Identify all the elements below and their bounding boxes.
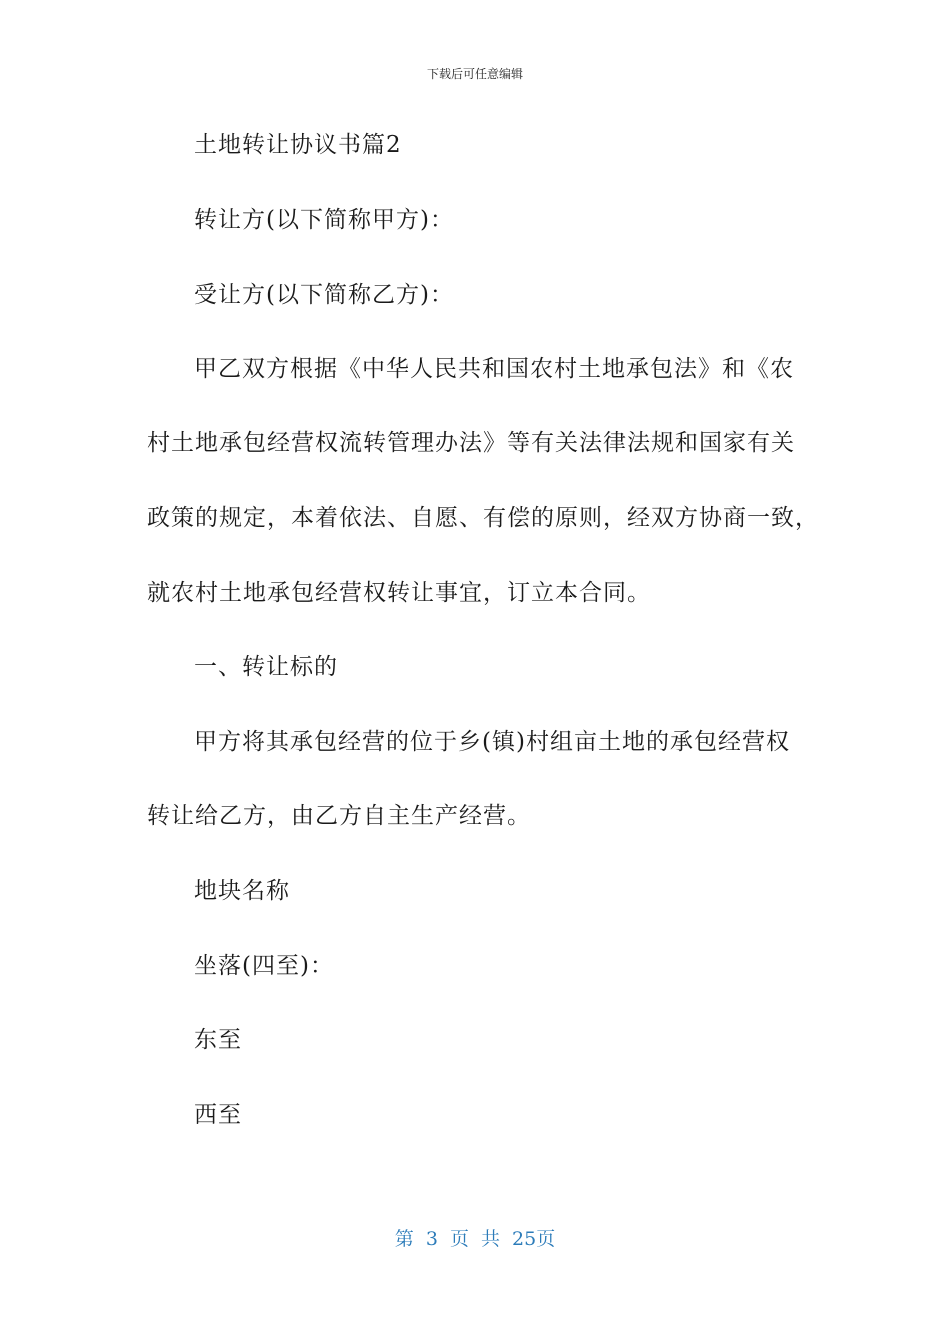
page-number-footer: 第 3 页 共 25页 [394,1228,556,1250]
plot-name-label: 地块名称 [194,878,290,904]
page-header: 下载后可任意编辑 [426,67,523,81]
section-1-line-1: 甲方将其承包经营的位于乡(镇)村组亩土地的承包经营权 [194,729,790,755]
document-title: 土地转让协议书篇2 [194,132,402,158]
preamble-line-2: 村土地承包经营权流转管理办法》等有关法律法规和国家有关 [147,430,795,456]
location-label: 坐落(四至)： [194,953,334,979]
section-1-line-2: 转让给乙方，由乙方自主生产经营。 [147,803,531,829]
party-a-line: 转让方(以下简称甲方)： [194,207,454,233]
east-boundary-label: 东至 [194,1027,242,1053]
section-1-heading: 一、转让标的 [194,654,338,680]
preamble-line-3: 政策的规定，本着依法、自愿、有偿的原则，经双方协商一致， [147,505,819,531]
west-boundary-label: 西至 [194,1102,242,1128]
preamble-line-4: 就农村土地承包经营权转让事宜，订立本合同。 [147,580,651,606]
preamble-line-1: 甲乙双方根据《中华人民共和国农村土地承包法》和《农 [194,356,794,382]
party-b-line: 受让方(以下简称乙方)： [194,282,454,308]
